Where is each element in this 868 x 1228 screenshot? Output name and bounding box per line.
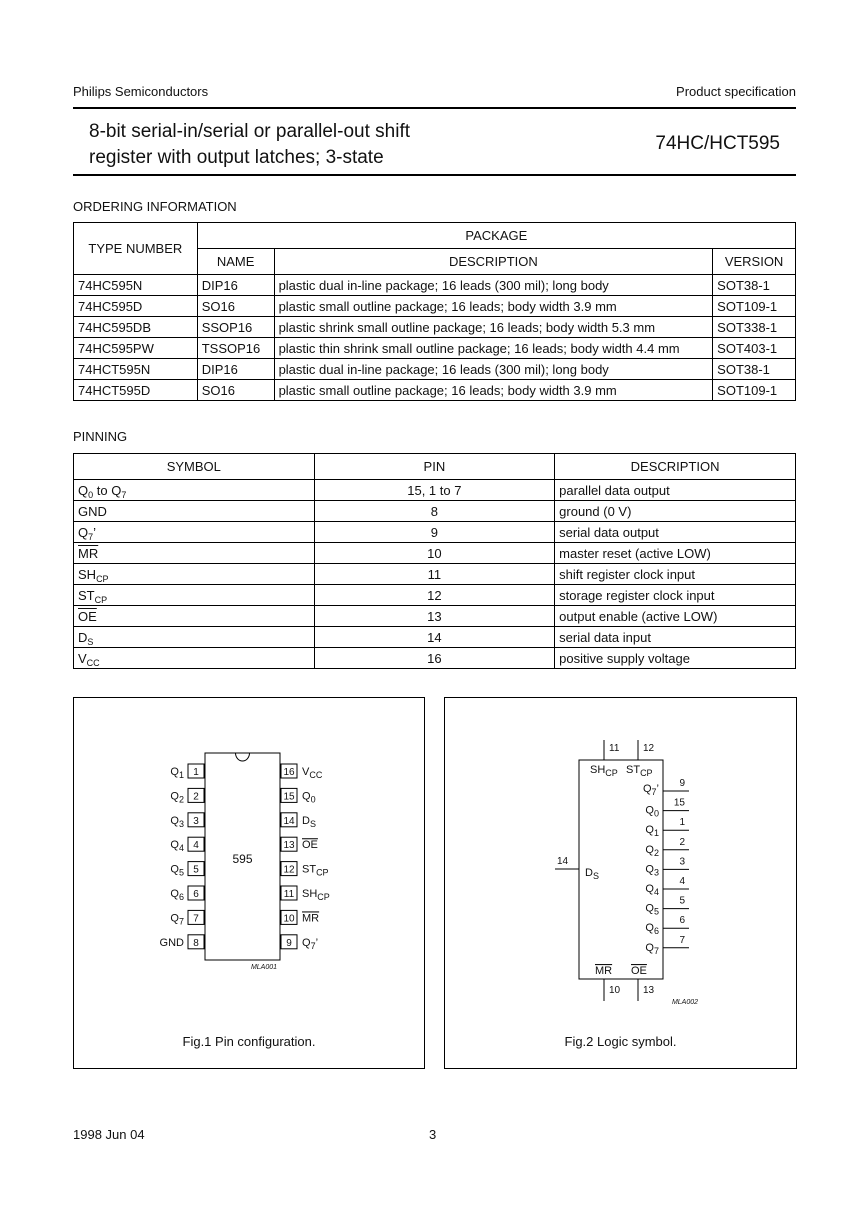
pin-number: 11 (609, 743, 620, 754)
symbol-part: to Q (93, 482, 122, 498)
col-package: PACKAGE (197, 223, 795, 249)
pin-number-cell: 12 (314, 585, 555, 606)
pinning-table (73, 453, 796, 669)
pin-description-cell: parallel data output (555, 480, 796, 501)
package-version-cell: SOT338-1 (713, 317, 796, 338)
pin-description-cell: output enable (active LOW) (555, 606, 796, 627)
package-description-cell: plastic small outline package; 16 leads; body width 3.9 mm (274, 380, 713, 401)
package-description-cell: plastic dual in-line package; 16 leads (300 mil); long body (274, 359, 713, 380)
pin-number: 16 (283, 767, 295, 778)
figure-code: MLA001 (250, 964, 278, 971)
pin-number: 7 (193, 913, 199, 925)
table-row (74, 564, 796, 585)
pin-number: 9 (286, 937, 292, 949)
pin-symbol: $Q_5$ (170, 863, 184, 878)
pin-description-cell: storage register clock input (555, 585, 796, 606)
pin-symbol: $SH_{CP}$ (302, 888, 330, 902)
package-description-cell: plastic thin shrink small outline package; 16 leads; body width 4.4 mm (274, 338, 713, 359)
table-row (74, 606, 796, 627)
pin-number: 11 (283, 889, 295, 900)
pin-number: 1 (193, 767, 199, 778)
table-row (74, 275, 796, 296)
company-name: Philips Semiconductors (73, 84, 209, 99)
symbol-part: $\overline{MR}$ (78, 545, 99, 561)
type-number-cell: 74HC595N (74, 275, 198, 296)
symbol-part: ’ (93, 524, 97, 540)
title-rule (73, 174, 796, 176)
pin-description-cell: serial data output (555, 522, 796, 543)
table-row (74, 585, 796, 606)
pin-symbol-cell (74, 627, 315, 648)
pin-number: 5 (679, 895, 685, 907)
pin-symbol-cell (74, 564, 315, 585)
figure-2-caption: Fig.2 Logic symbol. (564, 1034, 677, 1049)
symbol-part: V (78, 650, 87, 666)
pin-symbol-cell (74, 501, 315, 522)
pin-number: 13 (283, 840, 295, 852)
pin-description-cell: shift register clock input (555, 564, 796, 585)
document-type: Product specification (676, 84, 796, 99)
symbol-part: Q (78, 482, 89, 498)
pinning-heading: PINNING (73, 429, 128, 444)
package-name-cell: DIP16 (197, 275, 274, 296)
table-row (74, 480, 796, 501)
pin-symbol: $Q_3$ (645, 863, 659, 878)
symbol-part: GND (78, 503, 107, 519)
symbol-part: 7 (88, 531, 94, 542)
pin-symbol: $Q_5$ (645, 902, 659, 917)
type-number-cell: 74HC595PW (74, 338, 198, 359)
figure-code: MLA002 (671, 999, 699, 1006)
symbol-part: S (87, 636, 94, 647)
logic-symbol-diagram (445, 698, 796, 1068)
pin-number-cell: 13 (314, 606, 555, 627)
type-number-cell: 74HC595D (74, 296, 198, 317)
pin-symbol: OE (631, 965, 647, 977)
table-row (74, 522, 796, 543)
pin-symbol: OE (302, 839, 318, 852)
package-version-cell: SOT38-1 (713, 275, 796, 296)
pin-number: 7 (679, 934, 685, 946)
pin-number: 2 (193, 791, 199, 803)
pin-number-cell: 9 (314, 522, 555, 543)
pin-symbol: $D_S$ (585, 867, 599, 881)
chip-notch (236, 753, 250, 761)
pin-number-cell: 10 (314, 543, 555, 564)
package-name-cell: SO16 (197, 380, 274, 401)
table-row (74, 338, 796, 359)
symbol-part: D (78, 629, 88, 645)
ordering-heading: ORDERING INFORMATION (73, 199, 237, 214)
col-name: NAME (197, 249, 274, 275)
pin-symbol: $Q_7$’ (642, 783, 659, 797)
pin-number: 15 (673, 797, 685, 809)
pin-symbol: $Q_2$ (170, 790, 184, 805)
package-description-cell: plastic small outline package; 16 leads; body width 3.9 mm (274, 296, 713, 317)
pin-symbol-cell (74, 606, 315, 627)
pin-number: 4 (679, 876, 685, 887)
pin-number: 5 (193, 864, 199, 876)
pin-number: 3 (193, 815, 199, 827)
pin-symbol: GND (159, 936, 184, 949)
pin-number-cell: 16 (314, 648, 555, 669)
table-row (74, 627, 796, 648)
part-number: 74HC/HCT595 (655, 133, 780, 154)
pin-symbol: $ST_{CP}$ (626, 764, 653, 778)
table-row (74, 543, 796, 564)
page-number: 3 (429, 1127, 437, 1142)
pin-number-cell: 11 (314, 564, 555, 585)
table-row (74, 380, 796, 401)
pin-symbol: MR (302, 912, 320, 925)
pin-number: 4 (193, 840, 199, 852)
package-name-cell: SSOP16 (197, 317, 274, 338)
package-version-cell: SOT403-1 (713, 338, 796, 359)
symbol-part: ST (78, 587, 95, 603)
symbol-part: Q (78, 524, 89, 540)
table-row (74, 648, 796, 669)
figure-1-box (73, 697, 425, 1069)
package-version-cell: SOT38-1 (713, 359, 796, 380)
pin-symbol: $Q_7$ (645, 941, 659, 956)
pin-number: 15 (283, 791, 295, 803)
symbol-part: 7 (121, 489, 127, 500)
pin-number-cell: 14 (314, 627, 555, 648)
pin-symbol: $D_S$ (302, 814, 316, 829)
type-number-cell: 74HC595DB (74, 317, 198, 338)
package-description-cell: plastic shrink small outline package; 16 leads; body width 5.3 mm (274, 317, 713, 338)
pin-number: 14 (557, 856, 569, 867)
pin-symbol-cell (74, 585, 315, 606)
figure-2-box (444, 697, 797, 1069)
pin-number: 14 (283, 815, 295, 827)
type-number-cell: 74HCT595D (74, 380, 198, 401)
pin-number: 1 (679, 817, 685, 829)
pin-symbol-cell (74, 522, 315, 543)
pin-symbol: $ST_{CP}$ (302, 863, 329, 878)
title-line-2: register with output latches; 3-state (89, 147, 384, 168)
pin-description-cell: positive supply voltage (555, 648, 796, 669)
package-version-cell: SOT109-1 (713, 296, 796, 317)
symbol-part: CC (86, 657, 100, 668)
package-name-cell: DIP16 (197, 359, 274, 380)
pin-number: 10 (609, 985, 621, 996)
symbol-part: CP (96, 573, 109, 584)
pin-number-cell: 15, 1 to 7 (314, 480, 555, 501)
pin-number: 6 (679, 915, 685, 927)
chip-label: 595 (232, 852, 253, 866)
pin-symbol: $Q_1$ (645, 824, 659, 839)
pin-number: 6 (193, 889, 199, 900)
pin-symbol-cell (74, 480, 315, 501)
pin-symbol: $Q_0$ (645, 804, 659, 819)
pin-symbol: $Q_7$ (170, 912, 184, 927)
pin-configuration-diagram (74, 698, 424, 1068)
pin-symbol: $Q_2$ (645, 843, 659, 858)
pin-number: 10 (283, 913, 295, 925)
pin-symbol: $Q_6$ (170, 888, 184, 902)
package-description-cell: plastic dual in-line package; 16 leads (300 mil); long body (274, 275, 713, 296)
package-version-cell: SOT109-1 (713, 380, 796, 401)
pin-number: 3 (679, 856, 685, 868)
header-rule (73, 107, 796, 109)
pin-number: 8 (193, 937, 199, 949)
pin-symbol: $Q_4$ (170, 839, 184, 854)
pin-number: 12 (283, 864, 295, 876)
figure-1-caption: Fig.1 Pin configuration. (182, 1034, 316, 1049)
table-row (74, 296, 796, 317)
symbol-part: CP (94, 594, 108, 605)
pin-symbol: $Q_1$ (170, 766, 184, 780)
pin-symbol: $Q_4$ (645, 883, 659, 897)
table-row (74, 359, 796, 380)
symbol-part: 0 (88, 489, 94, 500)
pin-symbol: $Q_6$ (645, 922, 659, 937)
col-symbol: SYMBOL (74, 454, 315, 480)
ordering-table (73, 222, 796, 401)
pin-symbol: $SH_{CP}$ (590, 764, 618, 778)
pin-symbol-cell (74, 543, 315, 564)
symbol-part: $\overline{OE}$ (78, 608, 97, 624)
col-pin-description: DESCRIPTION (555, 454, 796, 480)
pin-symbol: $V_{CC}$ (302, 766, 323, 780)
pin-description-cell: ground (0 V) (555, 501, 796, 522)
title-line-1: 8-bit serial-in/serial or parallel-out shift (89, 121, 411, 142)
pin-number: 2 (679, 836, 685, 848)
pin-description-cell: serial data input (555, 627, 796, 648)
col-pin: PIN (314, 454, 555, 480)
col-description: DESCRIPTION (274, 249, 713, 275)
footer-date: 1998 Jun 04 (73, 1127, 145, 1142)
col-version: VERSION (713, 249, 796, 275)
pin-symbol: MR (595, 965, 613, 977)
pin-symbol-cell (74, 648, 315, 669)
pin-symbol: $Q_0$ (302, 790, 316, 805)
pin-symbol: $Q_3$ (170, 814, 184, 829)
pin-number: 9 (679, 778, 685, 789)
document-title (89, 119, 509, 171)
pin-number: 12 (643, 743, 655, 754)
type-number-cell: 74HCT595N (74, 359, 198, 380)
package-name-cell: SO16 (197, 296, 274, 317)
pin-number: 13 (643, 985, 655, 996)
package-name-cell: TSSOP16 (197, 338, 274, 359)
pin-number-cell: 8 (314, 501, 555, 522)
pin-symbol: $Q_7$’ (302, 936, 319, 951)
symbol-part: SH (78, 566, 97, 582)
table-row (74, 317, 796, 338)
table-row (74, 501, 796, 522)
pin-description-cell: master reset (active LOW) (555, 543, 796, 564)
col-type-number: TYPE NUMBER (74, 223, 198, 275)
